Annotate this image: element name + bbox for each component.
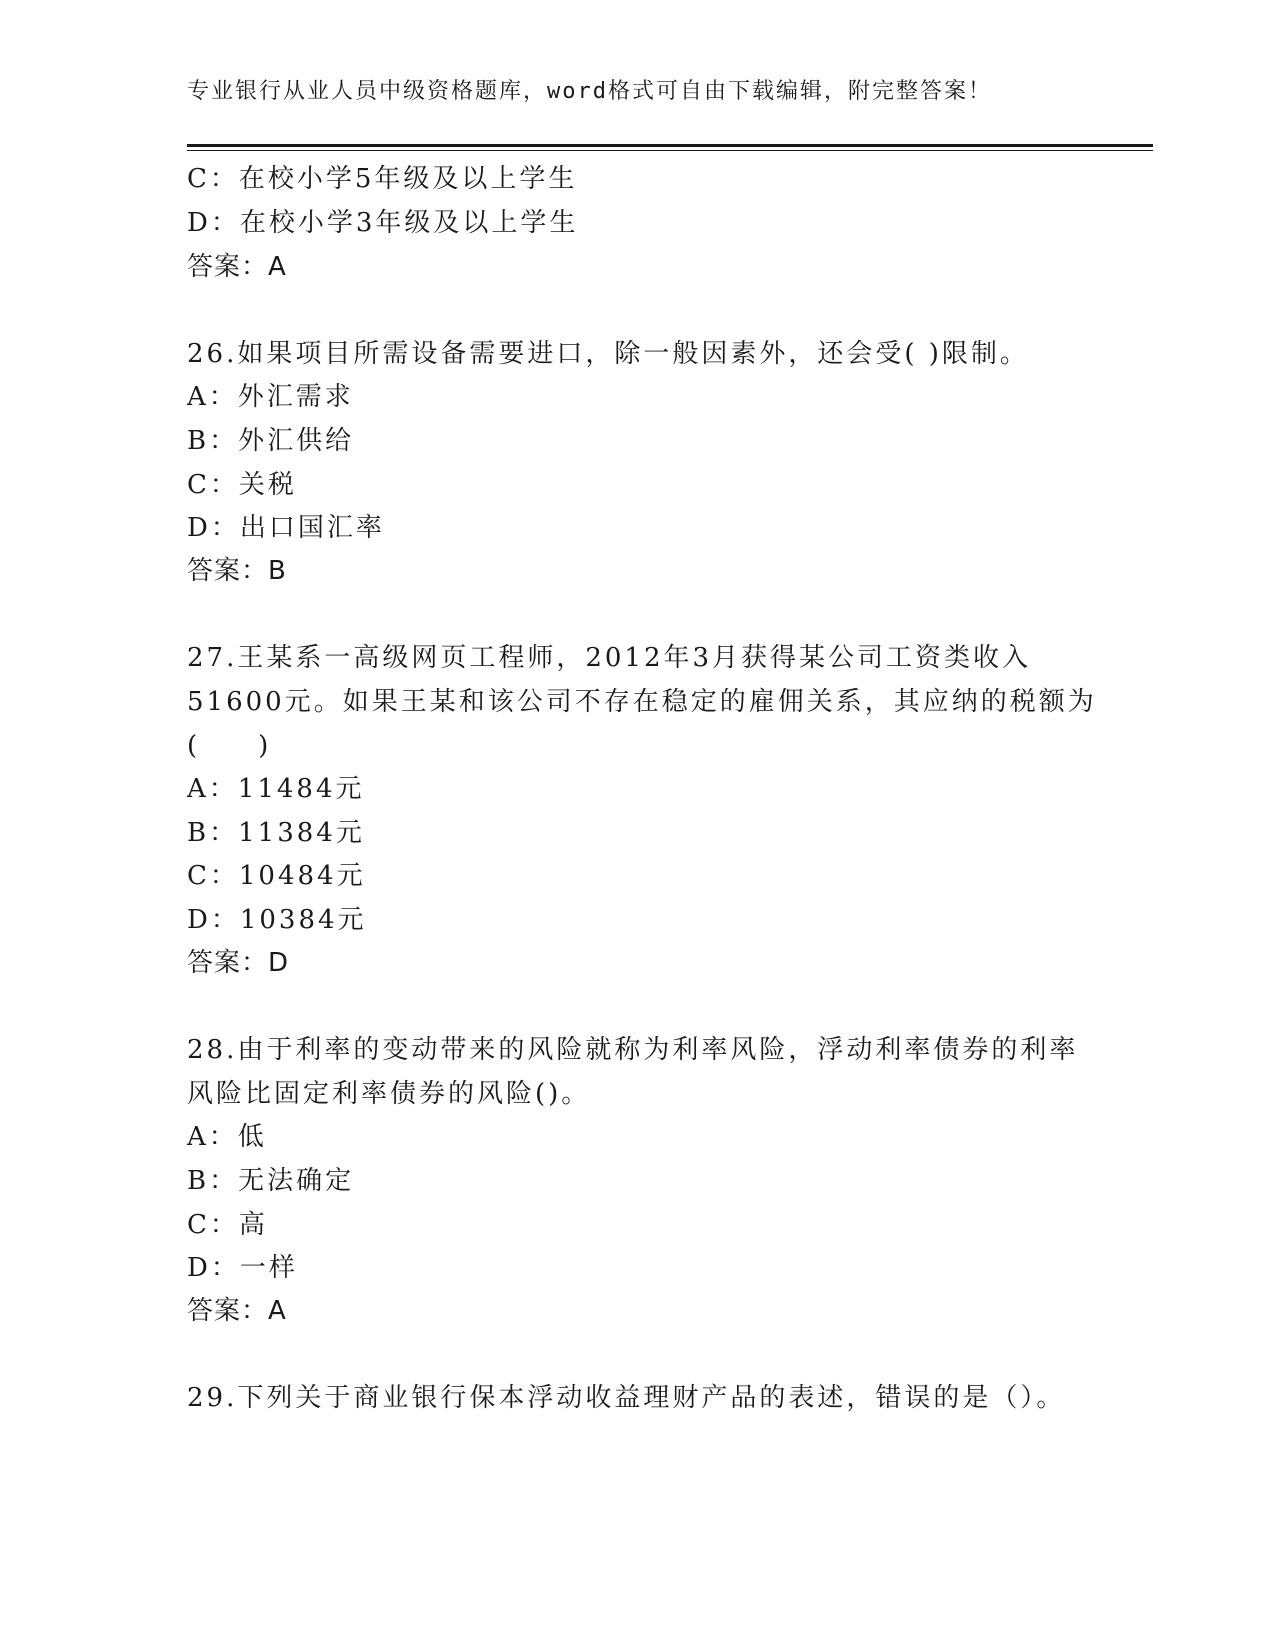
question-28-option-b: B：无法确定 bbox=[187, 1166, 355, 1196]
question-26-answer: 答案：B bbox=[187, 556, 287, 586]
question-29-stem: 29.下列关于商业银行保本浮动收益理财产品的表述，错误的是（）。 bbox=[187, 1383, 1066, 1413]
option-c: C：在校小学5年级及以上学生 bbox=[187, 164, 578, 194]
question-27-option-d: D：10384元 bbox=[187, 905, 367, 935]
question-27-option-c: C：10484元 bbox=[187, 861, 366, 891]
question-26-option-c: C：关税 bbox=[187, 470, 297, 500]
option-d: D：在校小学3年级及以上学生 bbox=[187, 208, 579, 238]
question-27-option-b: B：11384元 bbox=[187, 818, 365, 848]
header-rule-thick bbox=[187, 144, 1153, 147]
question-27-stem-line-2: 51600元。如果王某和该公司不存在稳定的雇佣关系，其应纳的税额为 bbox=[187, 687, 1097, 717]
question-26-option-a: A：外汇需求 bbox=[187, 382, 354, 412]
question-28-stem-line-2: 风险比固定利率债券的风险()。 bbox=[187, 1079, 591, 1109]
question-27-answer: 答案：D bbox=[187, 948, 290, 978]
question-28-option-a: A：低 bbox=[187, 1122, 267, 1152]
question-26-option-b: B：外汇供给 bbox=[187, 426, 355, 456]
question-27-option-a: A：11484元 bbox=[187, 774, 365, 804]
question-28-answer: 答案：A bbox=[187, 1296, 287, 1326]
question-28-option-c: C：高 bbox=[187, 1210, 268, 1240]
question-27-stem-line-1: 27.王某系一高级网页工程师，2012年3月获得某公司工资类收入 bbox=[187, 643, 1032, 673]
question-27-stem-line-3: ( ) bbox=[187, 731, 272, 761]
question-28-option-d: D：一样 bbox=[187, 1253, 298, 1283]
question-26-option-d: D：出口国汇率 bbox=[187, 513, 385, 543]
page-header: 专业银行从业人员中级资格题库，word格式可自由下载编辑，附完整答案！ bbox=[187, 79, 992, 104]
header-rule-thin bbox=[187, 150, 1153, 151]
question-28-stem-line-1: 28.由于利率的变动带来的风险就称为利率风险，浮动利率债券的利率 bbox=[187, 1035, 1079, 1065]
question-26-stem: 26.如果项目所需设备需要进口，除一般因素外，还会受( )限制。 bbox=[187, 339, 1029, 369]
answer-line: 答案：A bbox=[187, 252, 287, 282]
